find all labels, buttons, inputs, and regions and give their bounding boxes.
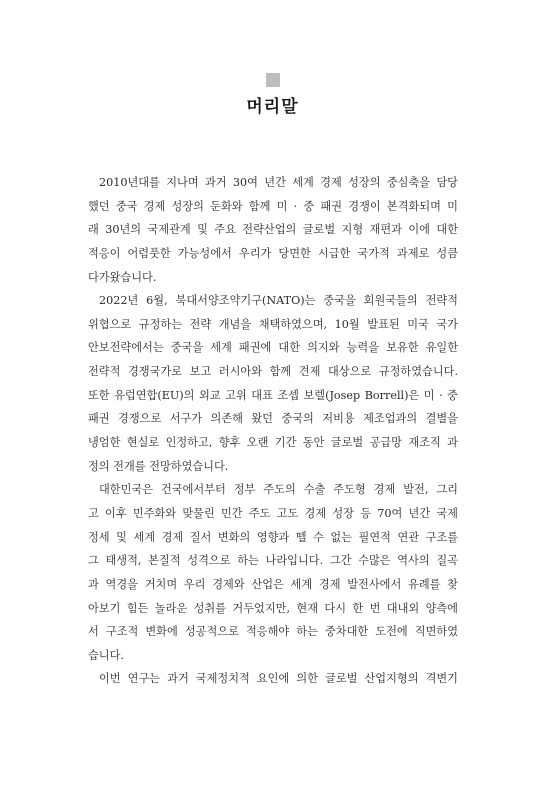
text-line: 2022년 6월, 북대서양조약기구(NATO)는 중국을 회원국들의 전략적 [99,294,458,308]
text-line: 래 30년의 국제관계 및 주요 전략산업의 글로벌 지형 재편과 이에 대한 [88,223,458,237]
text-line: 고 이후 민주화와 맞물린 민간 주도 고도 경제 성장 등 70여 년간 국제 [88,506,458,520]
text-line: 안보전략에서는 중국을 세계 패권에 대한 의지와 능력을 보유한 유일한 [88,341,458,355]
text-line: 정의 전개를 전망하였습니다. [88,459,229,473]
section-marker-square [266,73,280,87]
text-line: 정세 및 세계 경제 질서 변화의 영향과 뗄 수 없는 필연적 연관 구조를 [88,530,458,544]
text-line: 했던 중국 경제 성장의 둔화와 함께 미 · 중 패권 경쟁이 본격화되며 미 [88,199,458,213]
text-line: 패권 경쟁으로 서구가 의존해 왔던 중국의 저비용 제조업과의 결별을 [88,412,458,426]
text-line: 다가왔습니다. [88,270,157,284]
text-line: 습니다. [88,648,124,662]
text-line: 또한 유럽연합(EU)의 외교 고위 대표 조셉 보렐(Josep Borrell)은 미 · 중 [88,388,458,402]
text-line: 아보기 힘든 놀라운 성취를 거두었지만, 현재 다시 한 번 대내외 양측에 [88,601,458,615]
text-line: 대한민국은 건국에서부터 정부 주도의 수출 주도형 경제 발전, 그리 [99,483,458,497]
text-line: 이번 연구는 과거 국제정치적 요인에 의한 글로벌 산업지형의 격변기 [99,672,458,686]
text-line: 서 구조적 변화에 성공적으로 적응해야 하는 중차대한 도전에 직면하였 [88,625,458,639]
text-line: 적응이 어렴풋한 가능성에서 우리가 당면한 시급한 국가적 과제로 성큼 [88,246,458,260]
text-line: 전략적 경쟁국가로 보고 러시아와 함께 견제 대상으로 규정하였습니다. [88,365,458,379]
preface-body [88,171,458,691]
text-line: 과 역경을 거치며 우리 경제와 산업은 세계 경제 발전사에서 유례를 찾 [88,577,458,591]
text-line: 그 태생적, 본질적 성격으로 하는 나라입니다. 그간 수많은 역사의 질곡 [88,554,458,568]
text-line: 2010년대를 지나며 과거 30여 년간 세계 경제 성장의 중심축을 담당 [99,176,458,189]
page-title: 머리말 [246,97,299,117]
text-line: 냉엄한 현실로 인정하고, 향후 오랜 기간 동안 글로벌 공급망 재조직 과 [88,436,458,450]
text-line: 위협으로 규정하는 전략 개념을 채택하였으며, 10월 발표된 미국 국가 [88,317,458,331]
